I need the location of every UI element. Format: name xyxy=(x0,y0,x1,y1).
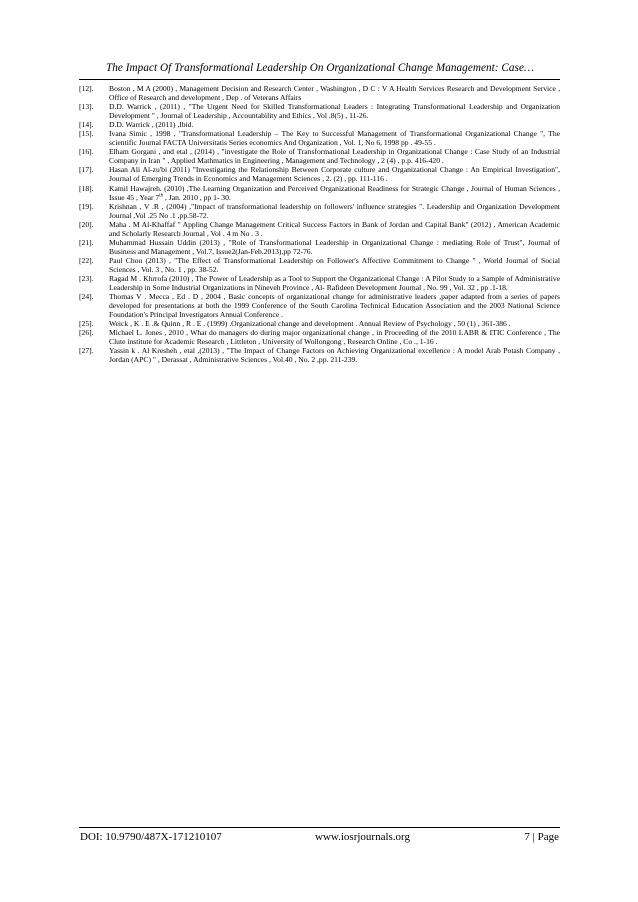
reference-text-main: D.D. Warrick , (2011) ,Ibid. xyxy=(109,120,194,130)
reference-item xyxy=(79,120,560,129)
footer-website: www.iosrjournals.org xyxy=(315,831,411,843)
reference-text xyxy=(109,328,560,346)
reference-number: [22]. xyxy=(79,255,94,265)
reference-text-main: Ivana Simic , 1998 , "Transformational Leadership – The Key to Successful Management of Transformational Organizational Change ", The scientific Journal FACTA Universitatis Series economics And Organization , Vol. 1, No 6, 1998 pp . 49-55 . xyxy=(109,129,560,148)
reference-number: [14]. xyxy=(79,120,94,130)
reference-text-main: Krishnan , V .R , (2004) ,"Impact of transformational leadership on followers' influence strategies ". Leadership and Organization Development Journal ,Vol .25 No .1 ,pp.58-72. xyxy=(109,201,560,220)
reference-text-main: Boston , M A (2000) , Management Decision and Research Center , Washington , D C : V A Health Services Research and Development Service , Office of Research and development , Dep . of Veterans Affairs xyxy=(109,84,560,103)
reference-item xyxy=(79,274,560,292)
reference-text xyxy=(109,274,560,292)
reference-item xyxy=(79,202,560,220)
reference-item xyxy=(79,346,560,364)
footer-page-number: 7 | Page xyxy=(524,831,559,843)
reference-number: [13]. xyxy=(79,102,94,112)
reference-text-main: Muhammad Hussain Uddin (2013) , "Role of Transformational Leadership in Organizational Change : mediating Role of Trust", Journal of Business and Management , Vol.7, Issue2(Jan-Feb.2013),pp 72-76. xyxy=(109,237,560,256)
footer-divider xyxy=(79,827,560,828)
reference-text-tail: , Jan. 2010 , pp 1- 30. xyxy=(163,192,231,202)
reference-number: [23]. xyxy=(79,273,94,283)
reference-text-main: Hasan Ali Al-zu'bi (2011) "Investigating the Relationship Between Corporate culture and Organizational Change : An Empirical Investigation", Journal of Emerging Trends in Economics and Management Sciences , 2. (2) , pp. 111-116 . xyxy=(109,165,560,184)
reference-list xyxy=(79,84,560,364)
reference-item xyxy=(79,165,560,183)
reference-number: [27]. xyxy=(79,346,94,356)
reference-item xyxy=(79,147,560,165)
reference-text xyxy=(109,220,560,238)
reference-text xyxy=(109,202,560,220)
reference-number: [26]. xyxy=(79,328,94,338)
reference-text-main: Paul Chou (2013) , "The Effect of Transformational Leadership on Follower's Affective Commitment to Change " , World Journal of Social Sciences , Vol. 3 , No. 1 , pp. 38-52. xyxy=(109,255,560,274)
reference-text-main: Kamil Hawajreh. (2010) ,The Learning Organization and Perceived Organizational Readiness for Strategic Change , Journal of Human Sciences , Issue 45 , Year 7 xyxy=(109,183,560,202)
reference-item xyxy=(79,220,560,238)
reference-number: [19]. xyxy=(79,201,94,211)
reference-number: [18]. xyxy=(79,183,94,193)
reference-item xyxy=(79,292,560,319)
reference-text-main: D.D. Warrick , (2011) , "The Urgent Need for Skilled Transformational Leaders : Integrating Transformational Leadership and Organization Development " , Journal of Leadership , Accountability and Ethics , Vol .8(5) , 11-26. xyxy=(109,102,560,121)
reference-text xyxy=(109,165,560,183)
reference-number: [17]. xyxy=(79,165,94,175)
reference-item xyxy=(79,238,560,256)
reference-number: [15]. xyxy=(79,129,94,139)
reference-text-main: Weick , K . E .& Quinn , R . E . (1999) .Organizational change and development . Annual Review of Psychology , 50 (1) , 361-386 . xyxy=(109,319,511,329)
reference-number: [20]. xyxy=(79,219,94,229)
reference-text-main: Maha . M Al-Khaffaf " Appling Change Management Critical Success Factors in Bank of Jordan and Capital Bank" (2012) , American Academic and Scholarly Research Journal , Vol . 4 m No . 3 . xyxy=(109,219,560,238)
footer-doi: DOI: 10.9790/487X-171210107 xyxy=(80,831,222,843)
reference-superscript: th xyxy=(159,193,164,199)
reference-text-main: Ragad M . Khrrofa (2010) , The Power of Leadership as a Tool to Support the Organizational Change : A Pilot Study to a Sample of Administrative Leadership in Some Industrial Organizations in Nineveh Province , Al- Rafideen Development Journal , No. 99 , Vol. 32 , pp .1-18. xyxy=(109,273,560,293)
reference-text xyxy=(109,84,560,102)
reference-text xyxy=(109,129,560,147)
reference-item xyxy=(79,184,560,202)
reference-number: [12]. xyxy=(79,84,94,93)
reference-item xyxy=(79,319,560,328)
reference-text xyxy=(109,120,560,129)
reference-text-main: Thomas V . Mecca , Ed . D , 2004 , Basic concepts of organizational change for administrative leaders ,paper adapted from a series of papers developed for presentations at both the 1999 Conference of the South Carolina Technical Education Association and the 2003 National Science Foundation's Principal Investigators Annual Conference . xyxy=(109,292,560,320)
reference-text xyxy=(109,256,560,274)
reference-number: [25]. xyxy=(79,319,94,329)
reference-number: [24]. xyxy=(79,292,94,302)
reference-text xyxy=(109,346,560,364)
reference-text xyxy=(109,292,560,319)
reference-item xyxy=(79,84,560,102)
reference-text-main: Yassin k . Al Kresheh , etal ,(2013) , "The Impact of Change Factors on Achieving Organizational excellence : A model Arab Potash Company , Jordan (APC) " , Derassat , Administrative Sciences , Vol.40 , No. 2 ,pp. 211-239. xyxy=(109,346,560,365)
reference-item xyxy=(79,129,560,147)
reference-item xyxy=(79,102,560,120)
reference-text xyxy=(109,147,560,165)
reference-text xyxy=(109,238,560,256)
reference-item xyxy=(79,256,560,274)
reference-number: [16]. xyxy=(79,147,94,157)
reference-text xyxy=(109,102,560,120)
reference-number: [21]. xyxy=(79,237,94,247)
header-divider xyxy=(79,79,560,80)
reference-text-main: Elham Gorgani , and etal , (2014) , "investigate the Role of Transformational Leadership in Organizational Change : Case Study of an Industrial Company in Iran " , Applied Mathmatics in Engineering , Management and Technology , 2 (4) , p.p. 416-420 . xyxy=(109,147,560,166)
reference-text xyxy=(109,319,560,328)
reference-item xyxy=(79,328,560,346)
reference-text-main: Michael L. Jones , 2010 , What do managers do during major organizational change , in Proceeding of the 2010 LABR & ITIC Conference , The Clute institute for Academic Research , Littleton , University of Wollongong , Research Online , Co ., 1-16 . xyxy=(109,328,560,347)
reference-text xyxy=(109,184,560,202)
running-title: The Impact Of Transformational Leadership On Organizational Change Management: Case… xyxy=(106,62,534,74)
